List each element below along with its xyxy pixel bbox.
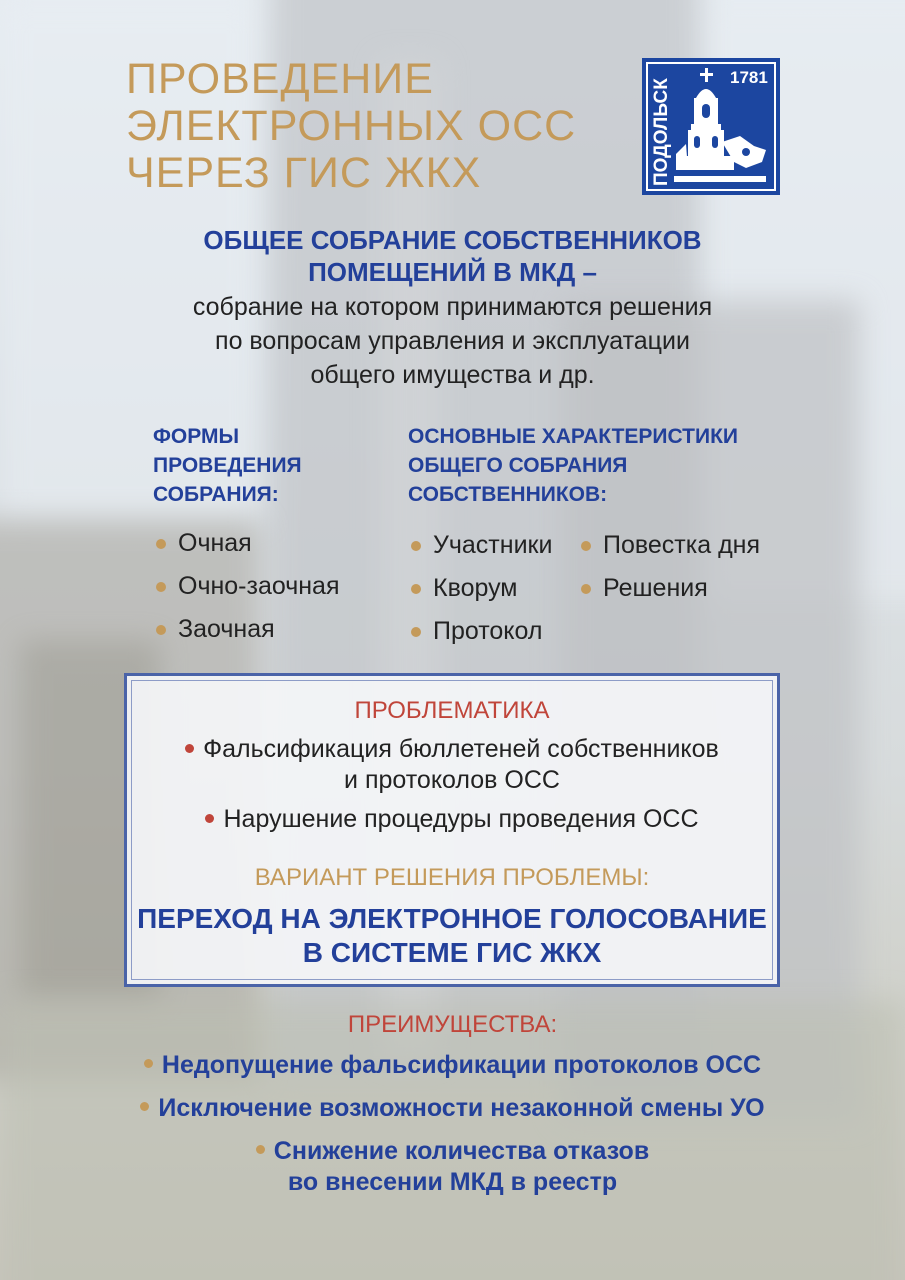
list-item bbox=[153, 608, 340, 651]
advantage-item bbox=[0, 1136, 905, 1198]
list-item bbox=[408, 524, 578, 567]
bullet-dot-icon bbox=[185, 744, 194, 753]
problem-text: Фальсификация бюллетеней собственников bbox=[203, 735, 719, 763]
advantage-text: Исключение возможности незаконной смены УО bbox=[158, 1094, 765, 1122]
problems-heading: ПРОБЛЕМАТИКА bbox=[354, 697, 550, 724]
heading-line: СОБРАНИЯ: bbox=[153, 483, 279, 506]
heading-line: ФОРМЫ bbox=[153, 425, 240, 448]
meeting-forms-heading bbox=[153, 422, 393, 509]
title-line: ПРОВЕДЕНИЕ bbox=[126, 55, 434, 103]
definition-text bbox=[0, 290, 905, 392]
characteristics-list-right bbox=[578, 524, 798, 610]
heading-line: ОБЩЕГО СОБРАНИЯ bbox=[408, 454, 628, 477]
solution-text-line: ПЕРЕХОД НА ЭЛЕКТРОННОЕ ГОЛОСОВАНИЕ bbox=[137, 903, 767, 934]
list-item-label: Заочная bbox=[178, 615, 275, 643]
bullet-dot-icon bbox=[140, 1102, 149, 1111]
logo-city-text: ПОДОЛЬСК bbox=[651, 78, 672, 186]
page-title bbox=[126, 56, 576, 197]
bullet-dot-icon bbox=[581, 584, 591, 594]
advantage-text: во внесении МКД в реестр bbox=[287, 1168, 618, 1196]
list-item bbox=[408, 567, 578, 610]
definition-heading-line: ПОМЕЩЕНИЙ В МКД – bbox=[308, 257, 597, 287]
list-item bbox=[578, 567, 798, 610]
problem-text: Нарушение процедуры проведения ОСС bbox=[223, 805, 699, 833]
bullet-dot-icon bbox=[411, 541, 421, 551]
list-item-label: Очно-заочная bbox=[178, 572, 340, 600]
definition-block bbox=[0, 224, 905, 392]
characteristics-section bbox=[408, 422, 808, 645]
list-item bbox=[153, 522, 340, 565]
definition-heading-line: ОБЩЕЕ СОБРАНИЕ СОБСТВЕННИКОВ bbox=[203, 225, 702, 255]
problem-item bbox=[127, 804, 777, 835]
meeting-forms-list bbox=[153, 522, 340, 651]
bullet-dot-icon bbox=[156, 582, 166, 592]
heading-line: ОСНОВНЫЕ ХАРАКТЕРИСТИКИ bbox=[408, 425, 738, 448]
list-item-label: Повестка дня bbox=[603, 531, 760, 559]
bullet-dot-icon bbox=[411, 627, 421, 637]
podolsk-logo bbox=[642, 58, 780, 195]
problem-text: и протоколов ОСС bbox=[344, 766, 560, 794]
solution-text-line: В СИСТЕМЕ ГИС ЖКХ bbox=[302, 937, 602, 968]
advantages-heading: ПРЕИМУЩЕСТВА: bbox=[347, 1011, 558, 1038]
advantage-item bbox=[0, 1093, 905, 1124]
problem-item bbox=[127, 734, 777, 796]
definition-text-line: общего имущества и др. bbox=[310, 361, 595, 389]
bullet-dot-icon bbox=[581, 541, 591, 551]
bullet-dot-icon bbox=[156, 539, 166, 549]
problems-box bbox=[124, 673, 780, 987]
definition-heading bbox=[0, 224, 905, 288]
bullet-dot-icon bbox=[411, 584, 421, 594]
list-item-label: Решения bbox=[603, 574, 708, 602]
list-item-label: Кворум bbox=[433, 574, 518, 602]
characteristics-list-left bbox=[408, 524, 578, 653]
solution-text bbox=[127, 902, 777, 970]
title-line: ЧЕРЕЗ ГИС ЖКХ bbox=[126, 149, 482, 197]
advantage-text: Снижение количества отказов bbox=[273, 1137, 650, 1165]
bullet-dot-icon bbox=[156, 625, 166, 635]
bullet-dot-icon bbox=[256, 1145, 265, 1154]
advantages-section bbox=[0, 1010, 905, 1198]
meeting-forms-section bbox=[153, 422, 393, 643]
definition-text-line: по вопросам управления и эксплуатации bbox=[215, 327, 690, 355]
heading-line: СОБСТВЕННИКОВ: bbox=[408, 483, 608, 506]
bullet-dot-icon bbox=[144, 1059, 153, 1068]
list-item bbox=[578, 524, 798, 567]
solution-heading: ВАРИАНТ РЕШЕНИЯ ПРОБЛЕМЫ: bbox=[254, 864, 650, 891]
bullet-dot-icon bbox=[205, 814, 214, 823]
advantage-text: Недопущение фальсификации протоколов ОСС bbox=[161, 1051, 762, 1079]
church-coat-of-arms-icon bbox=[642, 58, 780, 195]
logo-year-text: 1781 bbox=[730, 68, 768, 87]
title-line: ЭЛЕКТРОННЫХ ОСС bbox=[126, 102, 577, 150]
definition-text-line: собрание на котором принимаются решения bbox=[192, 293, 713, 321]
list-item bbox=[408, 610, 578, 653]
list-item bbox=[153, 565, 340, 608]
list-item-label: Протокол bbox=[433, 617, 543, 645]
list-item-label: Очная bbox=[178, 529, 252, 557]
heading-line: ПРОВЕДЕНИЯ bbox=[153, 454, 302, 477]
list-item-label: Участники bbox=[433, 531, 553, 559]
advantage-item bbox=[0, 1050, 905, 1081]
characteristics-heading bbox=[408, 422, 808, 509]
